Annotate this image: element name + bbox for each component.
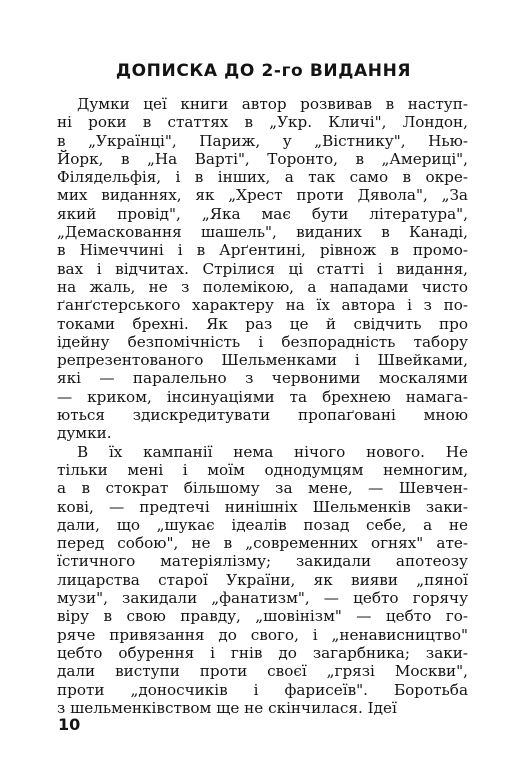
text-line: Йорк, в „На Варті", Торонто, в „Америці", (57, 149, 468, 168)
text-line: ні роки в статтях в „Укр. Кличі", Лондон, (57, 113, 468, 132)
text-line: мих виданнях, як „Хрест проти Дявола", „За (57, 186, 468, 205)
text-line: з шельменківством ще не скінчилася. Ідеї (57, 698, 397, 717)
text-line: вах і відчитах. Стрілися ці статті і видання, (57, 259, 468, 278)
text-line: кові, — предтечі нинішніх Шельменків заки- (57, 497, 468, 516)
text-line: Думки цеї книги автор розвивав в наступ- (77, 95, 468, 113)
text-line: віру в свою правду, „шовінізм" — цебто го- (57, 607, 468, 626)
text-line: їстичного матеріялізму; закидали апотеозу (57, 552, 468, 571)
text-line: ґанґстерського характеру на їх автора і з по- (57, 296, 468, 315)
text-line: думки. (57, 424, 112, 443)
text-line: на жаль, не з полемікою, а нападами чисто (57, 277, 468, 296)
text-line: дали, що „шукає ідеалів позад себе, а не (57, 515, 468, 534)
text-line: музи", закидали „фанатизм", — цебто горячу (57, 589, 468, 608)
body-text (57, 95, 468, 717)
text-line: які — паралельно з червоними москалями (57, 369, 468, 388)
section-heading: ДОПИСКА ДО 2-го ВИДАННЯ (115, 61, 412, 81)
text-line: в „Українці", Париж, у „Вістнику", Нью- (57, 131, 468, 150)
page-number: 10 (58, 715, 81, 734)
text-line: „Демасковання шашель", виданих в Канаді, (57, 223, 468, 242)
text-line: ідейну безпомічність і безпорадність табору (57, 332, 468, 351)
text-line: лицарства старої України, як вияви „пяної (57, 570, 468, 589)
text-line: цебто обурення і гнів до загарбника; заки- (57, 643, 468, 662)
text-line: ряче привязання до свого, і „ненависництво" (57, 625, 468, 644)
text-line: тільки мені і моїм однодумцям немногим, (57, 460, 468, 479)
text-line: проти „доносчиків і фарисеїв". Боротьба (57, 680, 468, 699)
text-line: який провід", „Яка має бути література", (57, 204, 468, 223)
text-line: В їх кампанії нема нічого нового. Не (77, 442, 468, 461)
text-line: перед собою", не в „современних огнях" ате- (57, 534, 468, 553)
text-line: в Німеччині і в Арґентині, рівнож в промо- (57, 241, 468, 260)
text-line: Філядельфія, і в інших, а так само в окре- (57, 168, 468, 187)
text-line: токами брехні. Як раз це й свідчить про (57, 314, 468, 333)
text-line: — криком, інсинуаціями та брехнею намага- (57, 387, 468, 406)
text-line: дали виступи проти своєї „грязі Москви", (57, 662, 468, 681)
text-line: репрезентованого Шельменками і Швейками, (57, 351, 468, 370)
text-line: ються здискредитувати пропаґовані мною (57, 406, 468, 425)
text-line: а в стократ більшому за мене, — Шевчен- (57, 479, 468, 498)
